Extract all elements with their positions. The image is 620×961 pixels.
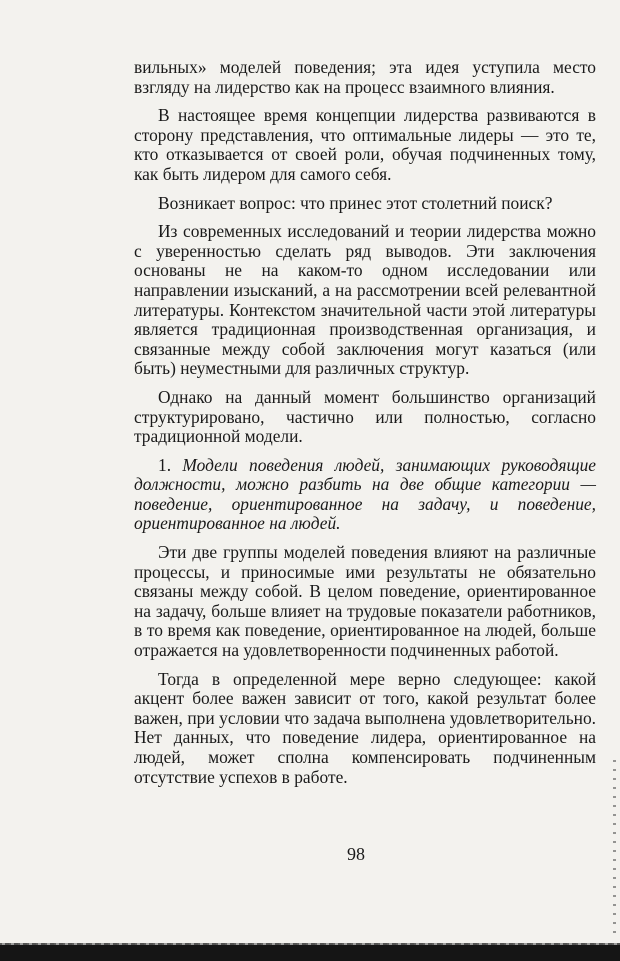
- thesis-text: Модели поведения людей, занимающих руководящие должности, можно разбить на две общие категории — поведение, ориентированное на задачу, и поведение, ориентированное на людей.: [134, 454, 597, 534]
- paragraph: Возникает вопрос: что принес этот столетний поиск?: [158, 192, 553, 213]
- scan-edge-artifact: [613, 760, 616, 940]
- paragraph: В настоящее время концепции лидерства развиваются в сторону представления, что оптимальные лидеры — это те, кто отказывается от своей роли, обучая подчиненных тому, как быть лидером для самого себя.: [134, 105, 596, 184]
- paragraph-continued: вильных» моделей поведения; эта идея уступила место взгляду на лидерство как на процесс взаимного влияния.: [134, 57, 596, 97]
- thesis-number: 1.: [158, 454, 172, 475]
- paragraph: Эти две группы моделей поведения влияют на различные процессы, и приносимые ими результаты не обязательно связаны между собой. В целом поведение, ориентированное на задачу, больше влияет на трудовые показатели работников, в то время как поведение, ориентированное на людей, больше отражается на удовлетворенности подчиненных работой.: [134, 542, 596, 661]
- paragraph: Тогда в определенной мере верно следующее: какой акцент более важен зависит от того, какой результат более важен, при условии что задача выполнена удовлетворительно. Нет данных, что поведение лидера, ориентированное на людей, может сполна компенсировать подчиненным отсутствие успехов в работе.: [134, 668, 596, 787]
- paragraph: Из современных исследований и теории лидерства можно с уверенностью сделать ряд выводов. Эти заключения основаны не на каком-то одном исследовании или направлении изысканий, а на рассмотрении всей релевантной литературы. Контекстом значительной части этой литературы является традиционная производственная организация, и связанные между собой заключения могут казаться (или быть) неуместными для различных структур.: [134, 221, 596, 379]
- scan-bottom-border: [0, 945, 620, 961]
- paragraph: Однако на данный момент большинство организаций структурировано, частично или полностью, согласно традиционной модели.: [134, 386, 596, 447]
- page-number: 98: [347, 844, 365, 864]
- body-text: [134, 58, 596, 796]
- numbered-thesis: [134, 456, 596, 534]
